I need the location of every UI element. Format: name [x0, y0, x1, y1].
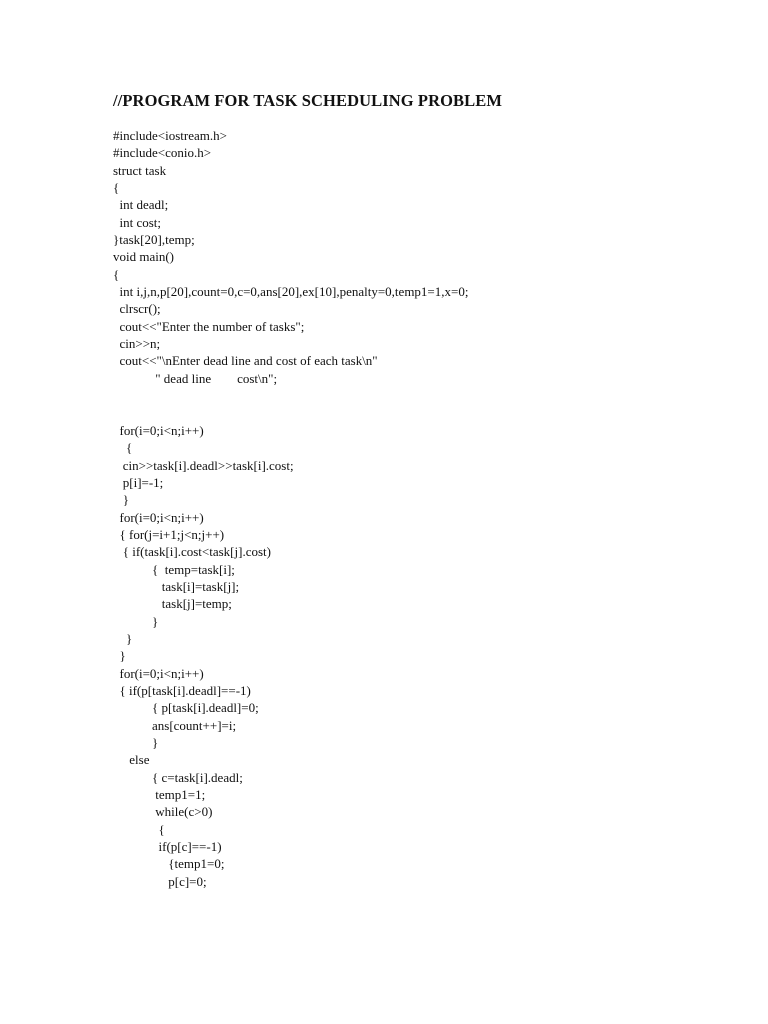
- code-line: struct task: [113, 162, 167, 178]
- code-line: clrscr();: [113, 301, 161, 317]
- code-line: ans[count++]=i;: [113, 717, 237, 733]
- code-block: [113, 127, 468, 890]
- code-line: int cost;: [113, 214, 162, 230]
- code-line: }: [113, 613, 159, 629]
- code-line: }: [113, 735, 159, 751]
- code-line: task[i]=task[j];: [113, 578, 240, 594]
- code-line: else: [113, 752, 150, 768]
- code-line: #include<iostream.h>: [113, 128, 227, 143]
- code-line: p[c]=0;: [113, 873, 207, 889]
- code-line: {: [113, 180, 120, 196]
- code-line: for(i=0;i<n;i++): [113, 665, 204, 681]
- code-line: [113, 405, 468, 422]
- code-line: }task[20],temp;: [113, 232, 195, 248]
- code-line: }: [113, 492, 129, 508]
- code-line: for(i=0;i<n;i++): [113, 509, 204, 525]
- code-line: for(i=0;i<n;i++): [113, 422, 204, 438]
- code-line: #include<conio.h>: [113, 145, 212, 161]
- code-line: temp1=1;: [113, 787, 206, 803]
- code-line: cout<<"Enter the number of tasks";: [113, 318, 305, 334]
- code-line: }: [113, 648, 126, 664]
- code-line: " dead line cost\n";: [113, 370, 278, 386]
- code-line: [113, 387, 468, 404]
- code-line: { if(p[task[i].deadl]==-1): [113, 683, 251, 698]
- code-line: int deadl;: [113, 197, 169, 213]
- code-line: cout<<"\nEnter dead line and cost of each task\n": [113, 353, 378, 369]
- code-line: {: [113, 266, 120, 282]
- code-line: task[j]=temp;: [113, 596, 232, 612]
- code-line: if(p[c]==-1): [113, 839, 222, 855]
- code-line: {: [113, 821, 165, 837]
- program-title: //PROGRAM FOR TASK SCHEDULING PROBLEM: [113, 91, 503, 110]
- code-line: { c=task[i].deadl;: [113, 769, 243, 785]
- code-line: void main(): [113, 249, 175, 265]
- code-line: }: [113, 630, 133, 646]
- code-line: {temp1=0;: [113, 856, 225, 872]
- code-line: { for(j=i+1;j<n;j++): [113, 526, 225, 542]
- code-line: p[i]=-1;: [113, 474, 164, 490]
- code-line: cin>>task[i].deadl>>task[i].cost;: [113, 457, 294, 473]
- code-line: int i,j,n,p[20],count=0,c=0,ans[20],ex[10],penalty=0,temp1=1,x=0;: [113, 284, 469, 300]
- code-line: while(c>0): [113, 804, 213, 820]
- code-line: { if(task[i].cost<task[j].cost): [113, 544, 271, 560]
- code-line: cin>>n;: [113, 336, 161, 352]
- code-line: { temp=task[i];: [113, 561, 235, 577]
- code-line: {: [113, 440, 133, 456]
- code-line: { p[task[i].deadl]=0;: [113, 700, 259, 716]
